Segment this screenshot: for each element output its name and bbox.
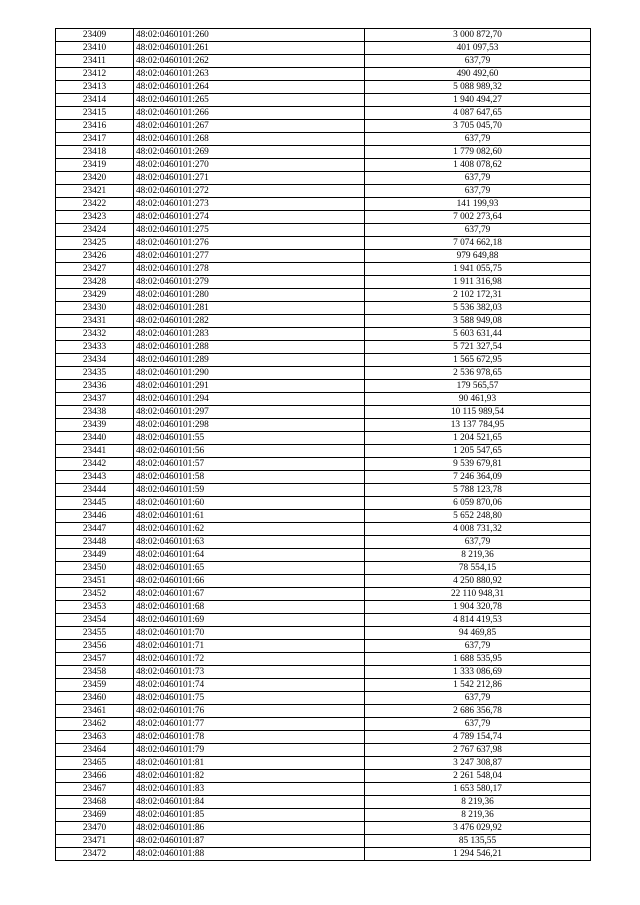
table-row — [56, 445, 591, 458]
table-row — [56, 380, 591, 393]
table-row — [56, 211, 591, 224]
cadastral-value-cell: 3 247 308,87 — [365, 757, 591, 770]
cadastral-value-cell: 13 137 784,95 — [365, 419, 591, 432]
table-body — [56, 29, 591, 861]
cadastral-number-cell: 48:02:0460101:62 — [134, 523, 365, 536]
table-row — [56, 627, 591, 640]
cadastral-value-cell: 10 115 989,54 — [365, 406, 591, 419]
row-number-cell: 23417 — [56, 133, 134, 146]
table-row — [56, 315, 591, 328]
cadastral-value-cell: 3 588 949,08 — [365, 315, 591, 328]
cadastral-value-cell: 1 940 494,27 — [365, 94, 591, 107]
cadastral-number-cell: 48:02:0460101:282 — [134, 315, 365, 328]
cadastral-number-cell: 48:02:0460101:281 — [134, 302, 365, 315]
cadastral-number-cell: 48:02:0460101:272 — [134, 185, 365, 198]
cadastral-value-cell: 490 492,60 — [365, 68, 591, 81]
cadastral-value-cell: 1 653 580,17 — [365, 783, 591, 796]
cadastral-value-cell: 7 246 364,09 — [365, 471, 591, 484]
cadastral-value-cell: 4 814 419,53 — [365, 614, 591, 627]
table-row — [56, 393, 591, 406]
cadastral-value-cell: 94 469,85 — [365, 627, 591, 640]
row-number-cell: 23424 — [56, 224, 134, 237]
cadastral-number-cell: 48:02:0460101:81 — [134, 757, 365, 770]
cadastral-value-cell: 8 219,36 — [365, 796, 591, 809]
cadastral-value-cell: 979 649,88 — [365, 250, 591, 263]
cadastral-value-cell: 637,79 — [365, 640, 591, 653]
row-number-cell: 23446 — [56, 510, 134, 523]
table-row — [56, 94, 591, 107]
row-number-cell: 23435 — [56, 367, 134, 380]
cadastral-number-cell: 48:02:0460101:273 — [134, 198, 365, 211]
cadastral-value-cell: 3 705 045,70 — [365, 120, 591, 133]
cadastral-value-cell: 1 204 521,65 — [365, 432, 591, 445]
cadastral-number-cell: 48:02:0460101:268 — [134, 133, 365, 146]
table-row — [56, 172, 591, 185]
row-number-cell: 23434 — [56, 354, 134, 367]
cadastral-number-cell: 48:02:0460101:290 — [134, 367, 365, 380]
table-row — [56, 237, 591, 250]
cadastral-number-cell: 48:02:0460101:279 — [134, 276, 365, 289]
row-number-cell: 23433 — [56, 341, 134, 354]
cadastral-number-cell: 48:02:0460101:294 — [134, 393, 365, 406]
cadastral-number-cell: 48:02:0460101:261 — [134, 42, 365, 55]
table-row — [56, 497, 591, 510]
cadastral-value-cell: 7 002 273,64 — [365, 211, 591, 224]
cadastral-value-cell: 2 261 548,04 — [365, 770, 591, 783]
table-row — [56, 757, 591, 770]
cadastral-value-cell: 637,79 — [365, 133, 591, 146]
cadastral-number-cell: 48:02:0460101:57 — [134, 458, 365, 471]
row-number-cell: 23415 — [56, 107, 134, 120]
row-number-cell: 23411 — [56, 55, 134, 68]
cadastral-number-cell: 48:02:0460101:55 — [134, 432, 365, 445]
table-row — [56, 822, 591, 835]
cadastral-value-cell: 637,79 — [365, 718, 591, 731]
cadastral-number-cell: 48:02:0460101:275 — [134, 224, 365, 237]
cadastral-value-cell: 4 250 880,92 — [365, 575, 591, 588]
table-row — [56, 133, 591, 146]
cadastral-number-cell: 48:02:0460101:278 — [134, 263, 365, 276]
cadastral-value-cell: 5 603 631,44 — [365, 328, 591, 341]
row-number-cell: 23425 — [56, 237, 134, 250]
cadastral-number-cell: 48:02:0460101:86 — [134, 822, 365, 835]
table-row — [56, 588, 591, 601]
cadastral-value-cell: 78 554,15 — [365, 562, 591, 575]
row-number-cell: 23470 — [56, 822, 134, 835]
cadastral-number-cell: 48:02:0460101:297 — [134, 406, 365, 419]
table-row — [56, 159, 591, 172]
row-number-cell: 23448 — [56, 536, 134, 549]
cadastral-value-cell: 2 767 637,98 — [365, 744, 591, 757]
table-row — [56, 523, 591, 536]
table-row — [56, 471, 591, 484]
cadastral-value-cell: 637,79 — [365, 55, 591, 68]
table-row — [56, 601, 591, 614]
table-row — [56, 224, 591, 237]
cadastral-value-cell: 637,79 — [365, 536, 591, 549]
table-row — [56, 146, 591, 159]
cadastral-value-cell: 8 219,36 — [365, 549, 591, 562]
table-row — [56, 835, 591, 848]
cadastral-value-cell: 90 461,93 — [365, 393, 591, 406]
table-row — [56, 718, 591, 731]
cadastral-number-cell: 48:02:0460101:79 — [134, 744, 365, 757]
cadastral-number-cell: 48:02:0460101:68 — [134, 601, 365, 614]
table-row — [56, 419, 591, 432]
table-row — [56, 666, 591, 679]
cadastral-value-cell: 1 542 212,86 — [365, 679, 591, 692]
cadastral-number-cell: 48:02:0460101:70 — [134, 627, 365, 640]
cadastral-number-cell: 48:02:0460101:87 — [134, 835, 365, 848]
cadastral-number-cell: 48:02:0460101:60 — [134, 497, 365, 510]
table-row — [56, 367, 591, 380]
cadastral-value-cell: 637,79 — [365, 172, 591, 185]
table-row — [56, 328, 591, 341]
cadastral-value-cell: 5 088 989,32 — [365, 81, 591, 94]
row-number-cell: 23418 — [56, 146, 134, 159]
row-number-cell: 23421 — [56, 185, 134, 198]
table-row — [56, 692, 591, 705]
table-row — [56, 198, 591, 211]
cadastral-number-cell: 48:02:0460101:276 — [134, 237, 365, 250]
cadastral-number-cell: 48:02:0460101:58 — [134, 471, 365, 484]
cadastral-value-cell: 1 333 086,69 — [365, 666, 591, 679]
row-number-cell: 23430 — [56, 302, 134, 315]
table-row — [56, 705, 591, 718]
cadastral-number-cell: 48:02:0460101:264 — [134, 81, 365, 94]
cadastral-number-cell: 48:02:0460101:263 — [134, 68, 365, 81]
cadastral-number-cell: 48:02:0460101:59 — [134, 484, 365, 497]
cadastral-value-cell: 637,79 — [365, 185, 591, 198]
cadastral-value-cell: 637,79 — [365, 692, 591, 705]
row-number-cell: 23437 — [56, 393, 134, 406]
row-number-cell: 23443 — [56, 471, 134, 484]
table-row — [56, 341, 591, 354]
row-number-cell: 23423 — [56, 211, 134, 224]
cadastral-number-cell: 48:02:0460101:65 — [134, 562, 365, 575]
row-number-cell: 23455 — [56, 627, 134, 640]
row-number-cell: 23428 — [56, 276, 134, 289]
cadastral-number-cell: 48:02:0460101:61 — [134, 510, 365, 523]
cadastral-value-cell: 1 205 547,65 — [365, 445, 591, 458]
cadastral-value-cell: 5 788 123,78 — [365, 484, 591, 497]
row-number-cell: 23471 — [56, 835, 134, 848]
row-number-cell: 23442 — [56, 458, 134, 471]
table-row — [56, 354, 591, 367]
cadastral-number-cell: 48:02:0460101:76 — [134, 705, 365, 718]
row-number-cell: 23409 — [56, 29, 134, 42]
row-number-cell: 23427 — [56, 263, 134, 276]
cadastral-value-cell: 22 110 948,31 — [365, 588, 591, 601]
table-row — [56, 575, 591, 588]
table-row — [56, 770, 591, 783]
row-number-cell: 23465 — [56, 757, 134, 770]
row-number-cell: 23472 — [56, 848, 134, 861]
cadastral-number-cell: 48:02:0460101:63 — [134, 536, 365, 549]
row-number-cell: 23432 — [56, 328, 134, 341]
cadastral-number-cell: 48:02:0460101:78 — [134, 731, 365, 744]
cadastral-value-cell: 141 199,93 — [365, 198, 591, 211]
row-number-cell: 23450 — [56, 562, 134, 575]
cadastral-value-cell: 5 652 248,80 — [365, 510, 591, 523]
table-row — [56, 263, 591, 276]
cadastral-number-cell: 48:02:0460101:277 — [134, 250, 365, 263]
table-row — [56, 796, 591, 809]
row-number-cell: 23447 — [56, 523, 134, 536]
row-number-cell: 23452 — [56, 588, 134, 601]
cadastral-number-cell: 48:02:0460101:298 — [134, 419, 365, 432]
table-row — [56, 614, 591, 627]
row-number-cell: 23462 — [56, 718, 134, 731]
row-number-cell: 23457 — [56, 653, 134, 666]
cadastral-number-cell: 48:02:0460101:267 — [134, 120, 365, 133]
table-row — [56, 731, 591, 744]
cadastral-value-cell: 1 294 546,21 — [365, 848, 591, 861]
table-row — [56, 276, 591, 289]
row-number-cell: 23444 — [56, 484, 134, 497]
row-number-cell: 23410 — [56, 42, 134, 55]
row-number-cell: 23461 — [56, 705, 134, 718]
row-number-cell: 23440 — [56, 432, 134, 445]
cadastral-number-cell: 48:02:0460101:56 — [134, 445, 365, 458]
cadastral-value-cell: 1 904 320,78 — [365, 601, 591, 614]
cadastral-value-cell: 401 097,53 — [365, 42, 591, 55]
cadastral-number-cell: 48:02:0460101:85 — [134, 809, 365, 822]
row-number-cell: 23459 — [56, 679, 134, 692]
table-row — [56, 536, 591, 549]
cadastral-value-cell: 2 102 172,31 — [365, 289, 591, 302]
table-row — [56, 107, 591, 120]
row-number-cell: 23441 — [56, 445, 134, 458]
cadastral-number-cell: 48:02:0460101:72 — [134, 653, 365, 666]
table-row — [56, 484, 591, 497]
table-row — [56, 549, 591, 562]
cadastral-number-cell: 48:02:0460101:77 — [134, 718, 365, 731]
cadastral-value-cell: 5 536 382,03 — [365, 302, 591, 315]
row-number-cell: 23414 — [56, 94, 134, 107]
table-row — [56, 55, 591, 68]
cadastral-number-cell: 48:02:0460101:274 — [134, 211, 365, 224]
table-row — [56, 406, 591, 419]
cadastral-number-cell: 48:02:0460101:71 — [134, 640, 365, 653]
row-number-cell: 23438 — [56, 406, 134, 419]
cadastral-value-cell: 3 476 029,92 — [365, 822, 591, 835]
cadastral-value-cell: 3 000 872,70 — [365, 29, 591, 42]
row-number-cell: 23463 — [56, 731, 134, 744]
row-number-cell: 23426 — [56, 250, 134, 263]
cadastral-number-cell: 48:02:0460101:74 — [134, 679, 365, 692]
cadastral-number-cell: 48:02:0460101:266 — [134, 107, 365, 120]
table-row — [56, 120, 591, 133]
document-page — [55, 28, 591, 861]
cadastral-value-cell: 1 941 055,75 — [365, 263, 591, 276]
cadastral-number-cell: 48:02:0460101:283 — [134, 328, 365, 341]
cadastral-number-cell: 48:02:0460101:64 — [134, 549, 365, 562]
table-row — [56, 783, 591, 796]
cadastral-number-cell: 48:02:0460101:69 — [134, 614, 365, 627]
row-number-cell: 23453 — [56, 601, 134, 614]
cadastral-number-cell: 48:02:0460101:291 — [134, 380, 365, 393]
cadastral-value-cell: 5 721 327,54 — [365, 341, 591, 354]
cadastral-number-cell: 48:02:0460101:83 — [134, 783, 365, 796]
row-number-cell: 23439 — [56, 419, 134, 432]
cadastral-value-cell: 9 539 679,81 — [365, 458, 591, 471]
table-row — [56, 809, 591, 822]
cadastral-value-cell: 2 686 356,78 — [365, 705, 591, 718]
cadastral-value-cell: 6 059 870,06 — [365, 497, 591, 510]
table-row — [56, 29, 591, 42]
cadastral-value-cell: 1 565 672,95 — [365, 354, 591, 367]
cadastral-value-cell: 85 135,55 — [365, 835, 591, 848]
row-number-cell: 23467 — [56, 783, 134, 796]
row-number-cell: 23456 — [56, 640, 134, 653]
cadastral-number-cell: 48:02:0460101:75 — [134, 692, 365, 705]
table-row — [56, 458, 591, 471]
table-row — [56, 848, 591, 861]
cadastral-value-cell: 8 219,36 — [365, 809, 591, 822]
table-row — [56, 432, 591, 445]
table-row — [56, 68, 591, 81]
cadastral-number-cell: 48:02:0460101:271 — [134, 172, 365, 185]
cadastral-value-cell: 4 789 154,74 — [365, 731, 591, 744]
table-row — [56, 562, 591, 575]
row-number-cell: 23458 — [56, 666, 134, 679]
cadastral-value-cell: 179 565,57 — [365, 380, 591, 393]
cadastral-number-cell: 48:02:0460101:88 — [134, 848, 365, 861]
row-number-cell: 23436 — [56, 380, 134, 393]
cadastral-number-cell: 48:02:0460101:289 — [134, 354, 365, 367]
table-row — [56, 185, 591, 198]
row-number-cell: 23451 — [56, 575, 134, 588]
table-row — [56, 302, 591, 315]
row-number-cell: 23464 — [56, 744, 134, 757]
row-number-cell: 23460 — [56, 692, 134, 705]
table-row — [56, 679, 591, 692]
row-number-cell: 23468 — [56, 796, 134, 809]
row-number-cell: 23412 — [56, 68, 134, 81]
cadastral-value-cell: 1 408 078,62 — [365, 159, 591, 172]
row-number-cell: 23416 — [56, 120, 134, 133]
table-row — [56, 250, 591, 263]
cadastral-number-cell: 48:02:0460101:262 — [134, 55, 365, 68]
cadastral-number-cell: 48:02:0460101:265 — [134, 94, 365, 107]
cadastral-number-cell: 48:02:0460101:269 — [134, 146, 365, 159]
table-row — [56, 640, 591, 653]
cadastral-number-cell: 48:02:0460101:288 — [134, 341, 365, 354]
cadastral-value-cell: 1 688 535,95 — [365, 653, 591, 666]
row-number-cell: 23420 — [56, 172, 134, 185]
row-number-cell: 23449 — [56, 549, 134, 562]
cadastral-number-cell: 48:02:0460101:82 — [134, 770, 365, 783]
table-row — [56, 289, 591, 302]
row-number-cell: 23413 — [56, 81, 134, 94]
cadastral-number-cell: 48:02:0460101:270 — [134, 159, 365, 172]
cadastral-value-cell: 1 911 316,98 — [365, 276, 591, 289]
table-row — [56, 42, 591, 55]
cadastral-value-cell: 7 074 662,18 — [365, 237, 591, 250]
row-number-cell: 23429 — [56, 289, 134, 302]
table-row — [56, 81, 591, 94]
row-number-cell: 23454 — [56, 614, 134, 627]
table-row — [56, 510, 591, 523]
cadastral-number-cell: 48:02:0460101:73 — [134, 666, 365, 679]
cadastral-number-cell: 48:02:0460101:67 — [134, 588, 365, 601]
row-number-cell: 23445 — [56, 497, 134, 510]
cadastral-value-table — [55, 28, 591, 861]
cadastral-number-cell: 48:02:0460101:280 — [134, 289, 365, 302]
cadastral-value-cell: 4 087 647,65 — [365, 107, 591, 120]
row-number-cell: 23422 — [56, 198, 134, 211]
cadastral-number-cell: 48:02:0460101:84 — [134, 796, 365, 809]
row-number-cell: 23469 — [56, 809, 134, 822]
cadastral-value-cell: 637,79 — [365, 224, 591, 237]
table-row — [56, 653, 591, 666]
row-number-cell: 23466 — [56, 770, 134, 783]
cadastral-number-cell: 48:02:0460101:260 — [134, 29, 365, 42]
cadastral-value-cell: 1 779 082,60 — [365, 146, 591, 159]
row-number-cell: 23431 — [56, 315, 134, 328]
row-number-cell: 23419 — [56, 159, 134, 172]
cadastral-value-cell: 2 536 978,65 — [365, 367, 591, 380]
table-row — [56, 744, 591, 757]
cadastral-number-cell: 48:02:0460101:66 — [134, 575, 365, 588]
cadastral-value-cell: 4 008 731,32 — [365, 523, 591, 536]
